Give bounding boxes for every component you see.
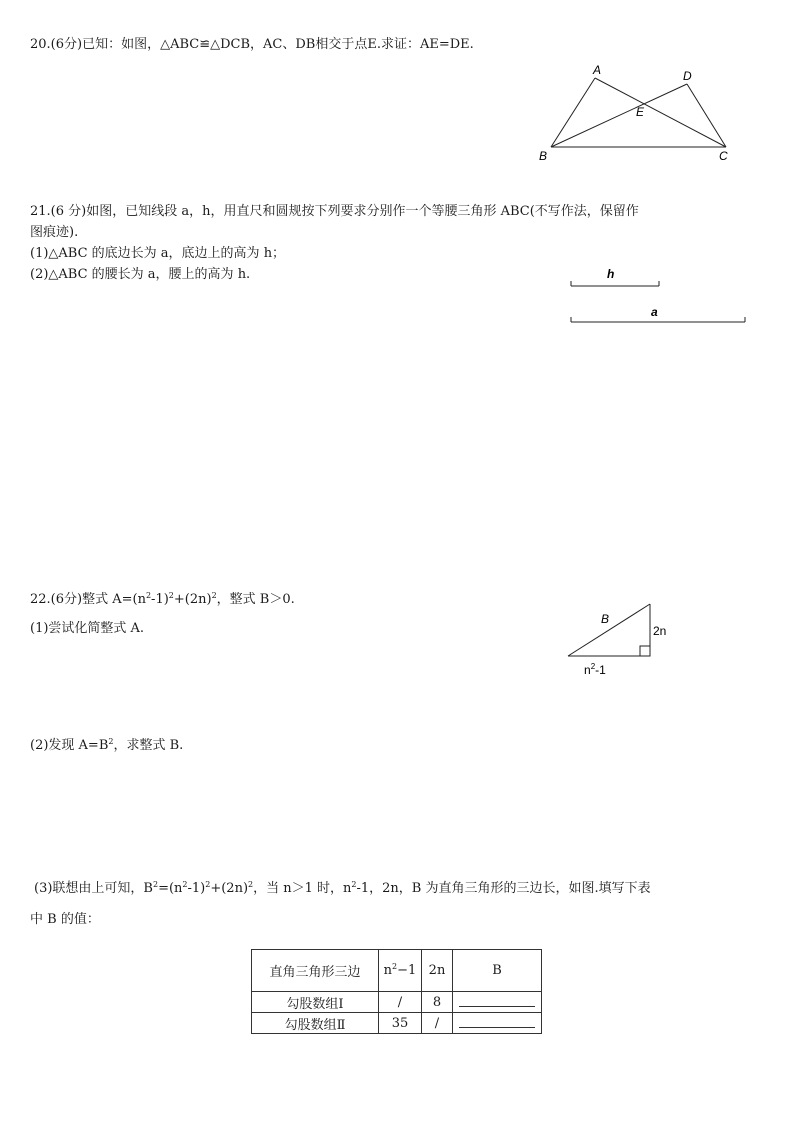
q22-heading: 22.(6分)整式 $A=(n^2-1)^2+(2n)^2$，整式 B＞0.	[30, 591, 295, 607]
q21-line1: 21.(6 分)如图，已知线段 a，h，用直尺和圆规按下列要求分别作一个等腰三角形 ABC(不写作法，保留作	[30, 204, 639, 219]
row2-2n: /	[422, 1013, 453, 1034]
right-angle-mark	[640, 646, 650, 656]
tri-label-b: B	[601, 612, 610, 626]
th-sides: 直角三角形三边	[252, 950, 379, 992]
q20-figure	[535, 60, 745, 170]
q20-label-c: C	[719, 149, 728, 163]
table-row	[252, 992, 542, 1013]
q21-segments	[565, 262, 755, 332]
pythagorean-table	[251, 949, 542, 1034]
th-2n: 2n	[422, 950, 453, 992]
q20-label-b: B	[539, 149, 548, 163]
row1-label: 勾股数组Ⅰ	[252, 992, 379, 1013]
row1-n2-minus-1: /	[379, 992, 422, 1013]
th-b: B	[453, 950, 542, 992]
q21-item2: (2)△ABC 的腰长为 a，腰上的高为 h.	[30, 267, 251, 282]
row1-2n: 8	[422, 992, 453, 1013]
q22-part2: (2)发现 $A=B^2$，求整式 B.	[30, 737, 184, 753]
q20-text: 20.(6分)已知：如图，△ABC≌△DCB，AC、DB相交于点E.求证：AE=DE.	[30, 37, 474, 52]
q22-right-triangle	[560, 598, 680, 683]
q21-line2: 图痕迹).	[30, 225, 79, 240]
q22-part3-line2: 中 B 的值：	[30, 912, 100, 927]
th-n2-minus-1: $n^2-1$	[379, 950, 422, 992]
segment-a	[571, 305, 745, 322]
q20-line-ac	[595, 78, 726, 147]
q20-label-d: D	[683, 69, 692, 83]
q22-part3-line1: (3)联想由上可知，$B^2=(n^2-1)^2+(2n)^2$，当 n＞1 时，$n^2-1$，2n，B 为直角三角形的三边长，如图.填写下表	[34, 880, 651, 896]
table-row	[252, 1013, 542, 1034]
row2-n2-minus-1: 35	[379, 1013, 422, 1034]
segment-a-label: a	[651, 305, 658, 319]
q21-item1: (1)△ABC 的底边长为 a，底边上的高为 h；	[30, 246, 286, 261]
tri-label-2n: 2n	[653, 624, 667, 638]
table-header-row	[252, 950, 542, 992]
q20-label-e: E	[636, 105, 645, 119]
segment-h-label: h	[607, 267, 615, 281]
q22-part1: (1)尝试化简整式 A.	[30, 621, 145, 636]
segment-h	[571, 267, 659, 286]
q20-line-dc	[687, 84, 726, 147]
row2-label: 勾股数组Ⅱ	[252, 1013, 379, 1034]
row2-b-blank[interactable]	[453, 1013, 542, 1034]
tri-label-base: $n^2-1$	[584, 662, 606, 677]
row1-b-blank[interactable]	[453, 992, 542, 1013]
q20-label-a: A	[593, 63, 602, 77]
